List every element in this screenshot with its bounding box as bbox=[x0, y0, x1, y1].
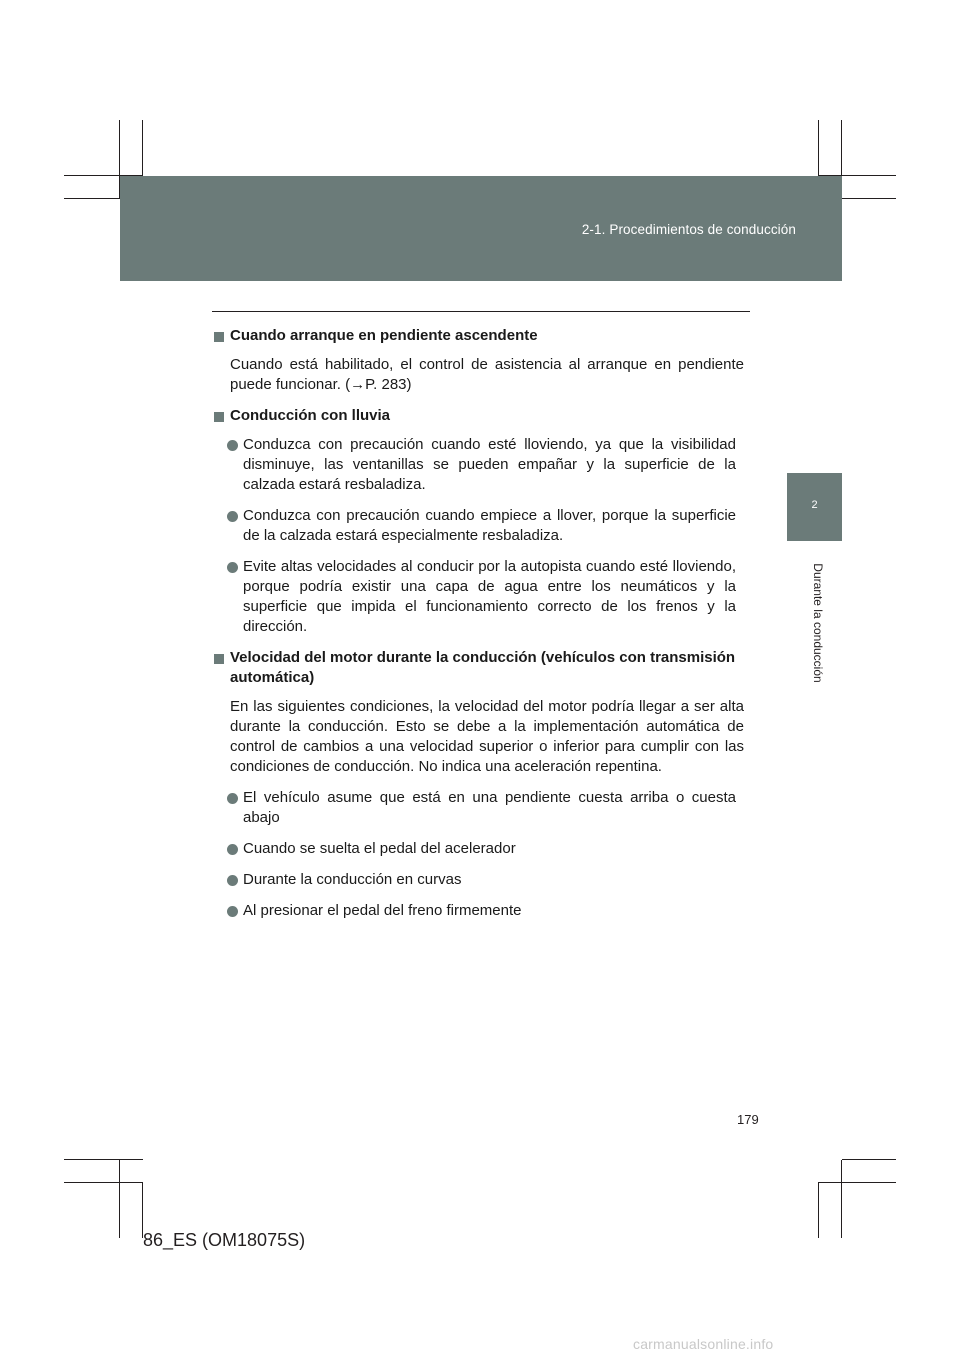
section-title-text: Velocidad del motor durante la conducción (vehículos con transmisión automática) bbox=[230, 649, 736, 686]
chapter-label: Durante la conducción bbox=[811, 563, 825, 683]
list-item-text: Durante la conducción en curvas bbox=[243, 871, 462, 888]
header-section-title: 2-1. Procedimientos de conducción bbox=[581, 222, 796, 237]
section-title-text: Conducción con lluvia bbox=[230, 407, 391, 424]
list-item bbox=[214, 839, 744, 859]
square-bullet-icon bbox=[214, 412, 224, 422]
list-item-text: Conduzca con precaución cuando esté lloviendo, ya que la visibilidad disminuye, las ventanillas se pueden empañar y la superficie de la calzada estará resbaladiza. bbox=[243, 436, 736, 493]
crop-mark bbox=[841, 1160, 842, 1238]
crop-mark bbox=[842, 1159, 896, 1160]
list-item bbox=[214, 870, 744, 890]
section-paragraph: Cuando está habilitado, el control de asistencia al arranque en pendiente puede funcionar. (→P. 283) bbox=[230, 356, 744, 393]
header-band bbox=[120, 176, 842, 281]
circle-bullet-icon bbox=[227, 844, 238, 855]
list-item bbox=[214, 506, 744, 546]
square-bullet-icon bbox=[214, 654, 224, 664]
crop-mark bbox=[842, 198, 896, 199]
circle-bullet-icon bbox=[227, 440, 238, 451]
crop-mark bbox=[119, 1160, 120, 1238]
section-title bbox=[214, 406, 744, 426]
list-item-text: Cuando se suelta el pedal del acelerador bbox=[243, 840, 516, 857]
circle-bullet-icon bbox=[227, 906, 238, 917]
section-title-text: Cuando arranque en pendiente ascendente bbox=[230, 327, 538, 344]
list-item bbox=[214, 901, 744, 921]
page-number: 179 bbox=[737, 1112, 759, 1127]
crop-mark bbox=[64, 198, 120, 199]
list-item-text: Al presionar el pedal del freno firmemente bbox=[243, 902, 522, 919]
circle-bullet-icon bbox=[227, 562, 238, 573]
crop-mark bbox=[64, 1159, 143, 1160]
section-paragraph: En las siguientes condiciones, la velocidad del motor podría llegar a ser alta durante la conducción. Esto se debe a la implementación automática de control de cambios a una velocidad superior o inferior para cumplir con las condiciones de conducción. No indica una aceleración repentina. bbox=[230, 698, 744, 775]
list-item-text: Evite altas velocidades al conducir por la autopista cuando esté lloviendo, porque podría existir una capa de agua entre los neumáticos y la superficie que impida el funcionamiento correcto de los frenos y la dirección. bbox=[243, 558, 736, 635]
document-code: 86_ES (OM18075S) bbox=[143, 1230, 306, 1250]
list-item-text: Conduzca con precaución cuando empiece a llover, porque la superficie de la calzada estará especialmente resbaladiza. bbox=[243, 507, 736, 544]
list-item bbox=[214, 435, 744, 495]
list-item-text: El vehículo asume que está en una pendiente cuesta arriba o cuesta abajo bbox=[243, 789, 736, 826]
crop-mark bbox=[818, 1182, 896, 1183]
content-top-rule bbox=[212, 311, 750, 312]
circle-bullet-icon bbox=[227, 793, 238, 804]
chapter-tab bbox=[787, 473, 842, 541]
circle-bullet-icon bbox=[227, 511, 238, 522]
list-item bbox=[214, 557, 744, 637]
circle-bullet-icon bbox=[227, 875, 238, 886]
page-content bbox=[214, 326, 744, 932]
section-title bbox=[214, 648, 744, 688]
section-title bbox=[214, 326, 744, 346]
watermark-link[interactable]: carmanualsonline.info bbox=[633, 1336, 774, 1352]
crop-mark bbox=[818, 1182, 819, 1238]
chapter-number: 2 bbox=[811, 499, 818, 511]
square-bullet-icon bbox=[214, 332, 224, 342]
crop-mark bbox=[64, 1182, 143, 1183]
list-item bbox=[214, 788, 744, 828]
